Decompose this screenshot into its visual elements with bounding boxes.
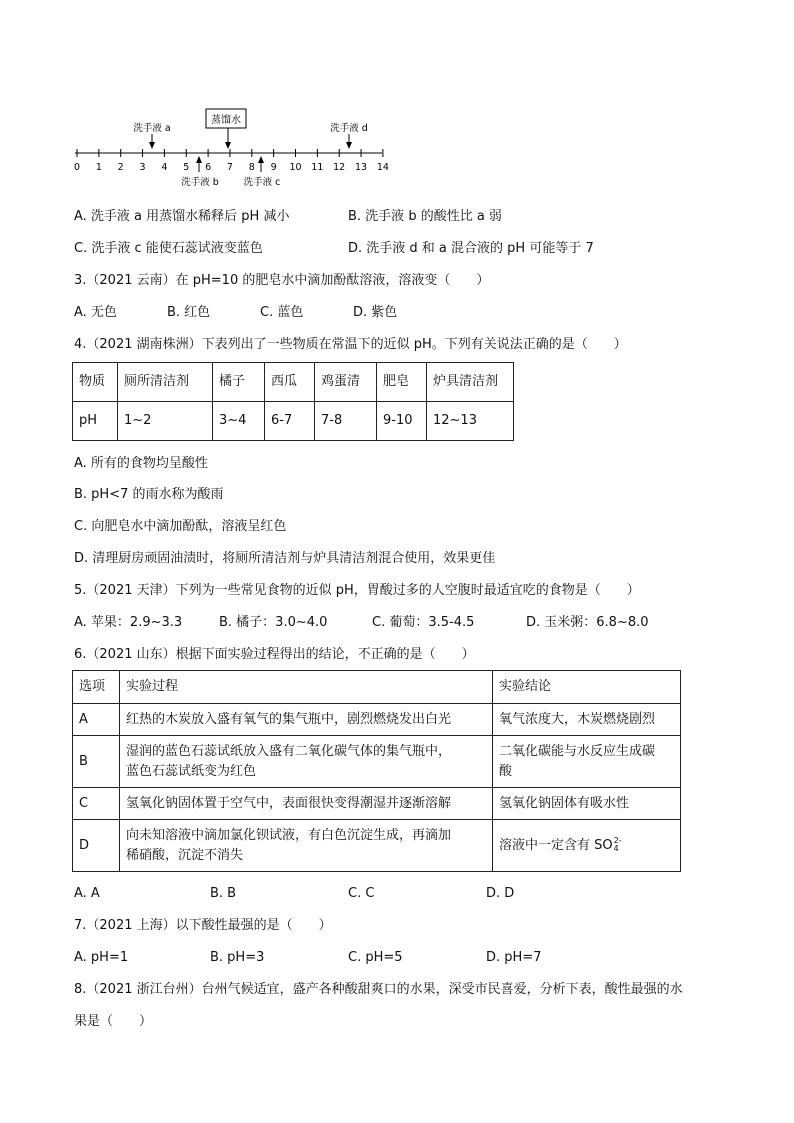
q6-process-line: 蓝色石蕊试纸变为红色 [126, 763, 257, 779]
q6-table-header [73, 671, 681, 704]
q6-option-a: A. A [74, 886, 100, 901]
q6-row-conclusion: 氢氧化钠固体有吸水性 [493, 788, 681, 820]
q5-stem: 5.（2021 天津）下列为一些常见食物的近似 pH，胃酸过多的人空腹时最适宜吃的食物是（ ） [74, 583, 640, 598]
q5-option-b: B. 橘子：3.0~4.0 [219, 615, 328, 630]
distilled-water-label: 蒸馏水 [211, 115, 241, 126]
q6-process-line: 湿润的蓝色石蕊试纸放入盛有二氧化碳气体的集气瓶中， [126, 743, 452, 759]
q4-cell: 3~4 [213, 402, 265, 441]
q6-header-conclusion: 实验结论 [493, 671, 681, 704]
q6-row-process: 氢氧化钠固体置于空气中，表面很快变得潮湿并逐渐溶解 [120, 788, 493, 820]
arrowhead-b [196, 156, 202, 163]
q4-cell: 1~2 [118, 402, 213, 441]
q6-conclusion-text: 溶液中一定含有 SO [499, 837, 613, 853]
q4-cell: 厕所清洁剂 [118, 363, 213, 402]
q4-cell: 鸡蛋清 [315, 363, 377, 402]
label-a: 洗手液 a [133, 123, 171, 134]
axis-tick-label: 12 [333, 162, 346, 173]
q5-option-a: A. 苹果：2.9~3.3 [74, 615, 183, 630]
arrowhead-c [258, 156, 264, 163]
q5-option-c: C. 葡萄：3.5-4.5 [372, 615, 475, 630]
q7-option-a: A. pH=1 [74, 950, 129, 965]
q4-cell: pH [73, 402, 118, 441]
table-row [73, 736, 681, 788]
label-d: 洗手液 d [330, 123, 368, 134]
q8-stem-line1: 8.（2021 浙江台州）台州气候适宜，盛产各种酸甜爽口的水果，深受市民喜爱，分析下表，酸性最强的水 [74, 982, 683, 997]
q4-cell: 6-7 [265, 402, 315, 441]
q6-row-conclusion: 氧气浓度大，木炭燃烧剧烈 [493, 704, 681, 736]
axis-tick-label: 1 [95, 162, 102, 173]
q7-option-b: B. pH=3 [210, 950, 265, 965]
axis-tick-label: 10 [289, 162, 302, 173]
axis-tick-label: 6 [205, 162, 212, 173]
q4-table-row-ph [73, 402, 514, 441]
q6-row-option: B [73, 736, 120, 788]
q5-option-d: D. 玉米粥：6.8~8.0 [526, 615, 649, 630]
q4-cell: 西瓜 [265, 363, 315, 402]
q2-option-b: B. 洗手液 b 的酸性比 a 弱 [348, 209, 502, 224]
q4-cell: 9-10 [377, 402, 427, 441]
axis-tick-labels [74, 162, 389, 173]
q4-option-d: D. 清理厨房顽固油渍时，将厕所清洁剂与炉具清洁剂混合使用，效果更佳 [74, 551, 496, 566]
q6-row-option: C [73, 788, 120, 820]
q4-option-b: B. pH<7 的雨水称为酸雨 [74, 487, 224, 502]
q3-option-c: C. 蓝色 [260, 305, 304, 320]
label-c: 洗手液 c [243, 177, 281, 188]
axis-tick-label: 8 [248, 162, 255, 173]
arrowhead-d [346, 142, 352, 149]
q7-option-c: C. pH=5 [348, 950, 403, 965]
q6-process-line: 稀硝酸，沉淀不消失 [126, 847, 244, 863]
q4-option-c: C. 向肥皂水中滴加酚酞，溶液呈红色 [74, 519, 287, 534]
q6-row-process [120, 820, 493, 872]
table-row [73, 704, 681, 736]
q6-row-option: A [73, 704, 120, 736]
q6-row-process: 红热的木炭放入盛有氧气的集气瓶中，剧烈燃烧发出白光 [120, 704, 493, 736]
axis-tick-label: 3 [139, 162, 146, 173]
ph-number-line-figure [60, 100, 400, 195]
q4-cell: 炉具清洁剂 [427, 363, 514, 402]
q6-stem: 6.（2021 山东）根据下面实验过程得出的结论，不正确的是（ ） [74, 647, 475, 662]
q6-header-option: 选项 [73, 671, 120, 704]
arrowhead-a [149, 142, 155, 149]
q4-cell: 7-8 [315, 402, 377, 441]
q7-option-d: D. pH=7 [486, 950, 542, 965]
q7-stem: 7.（2021 上海）以下酸性最强的是（ ） [74, 918, 332, 933]
axis-tick-label: 4 [161, 162, 168, 173]
axis-tick-label: 0 [73, 162, 81, 173]
q6-process-line: 向未知溶液中滴加氯化钡试液，有白色沉淀生成，再滴加 [126, 827, 452, 843]
q4-table-row-substance [73, 363, 514, 402]
q2-option-d: D. 洗手液 d 和 a 混合液的 pH 可能等于 7 [348, 241, 594, 256]
q4-option-a: A. 所有的食物均呈酸性 [74, 456, 208, 471]
q6-conclusion-line: 二氧化碳能与水反应生成碳 [499, 743, 656, 759]
q6-conclusion-line: 酸 [499, 763, 513, 779]
q4-cell: 物质 [73, 363, 118, 402]
q3-option-a: A. 无色 [74, 305, 117, 320]
axis-tick-label: 11 [311, 162, 324, 173]
q8-stem-line2: 果是（ ） [74, 1014, 153, 1029]
label-b: 洗手液 b [181, 177, 219, 188]
axis-tick-label: 13 [355, 162, 368, 173]
table-row [73, 820, 681, 872]
q2-option-c: C. 洗手液 c 能使石蕊试液变蓝色 [74, 241, 263, 256]
axis-tick-label: 9 [270, 162, 277, 173]
sulfate-ion-scripts [614, 837, 622, 853]
distilled-water-arrowhead [225, 142, 231, 149]
axis-tick-label: 2 [117, 162, 124, 173]
ion-subscript: 4 [613, 844, 619, 853]
q4-ph-table [72, 362, 514, 441]
q6-row-conclusion [493, 820, 681, 872]
q6-row-conclusion [493, 736, 681, 788]
q4-stem: 4.（2021 湖南株洲）下表列出了一些物质在常温下的近似 pH。下列有关说法正确的是（ ） [74, 337, 627, 352]
q6-option-b: B. B [210, 886, 237, 901]
q6-row-process [120, 736, 493, 788]
q6-option-d: D. D [486, 886, 515, 901]
q6-experiment-table [72, 670, 681, 872]
ion-charge: 2- [613, 836, 622, 845]
q2-option-a: A. 洗手液 a 用蒸馏水稀释后 pH 减小 [74, 209, 290, 224]
q6-header-process: 实验过程 [120, 671, 493, 704]
axis-tick-label: 14 [376, 162, 389, 173]
axis-tick-label: 7 [226, 162, 233, 173]
q4-cell: 橘子 [213, 363, 265, 402]
axis-tick-label: 5 [183, 162, 190, 173]
q4-cell: 12~13 [427, 402, 514, 441]
q6-row-option: D [73, 820, 120, 872]
q4-cell: 肥皂 [377, 363, 427, 402]
q3-option-b: B. 红色 [167, 305, 211, 320]
q3-stem: 3.（2021 云南）在 pH=10 的肥皂水中滴加酚酞溶液，溶液变（ ） [74, 273, 490, 288]
q3-option-d: D. 紫色 [353, 305, 398, 320]
q6-option-c: C. C [348, 886, 375, 901]
table-row [73, 788, 681, 820]
